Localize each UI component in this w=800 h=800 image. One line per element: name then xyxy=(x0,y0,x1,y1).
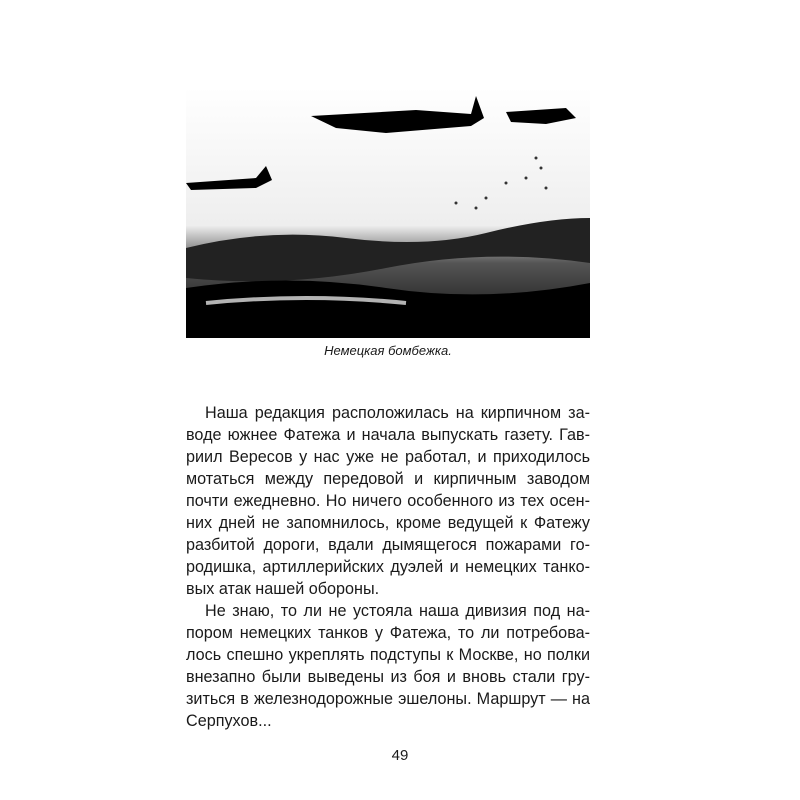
bombing-photo xyxy=(186,88,590,338)
text-line: почти ежедневно. Но ничего особенного из тех осен- xyxy=(186,492,590,510)
body-text xyxy=(186,402,590,732)
text-line: Наша редакция расположилась на кирпичном за- xyxy=(205,404,590,422)
text-line: зиться в железнодорожные эшелоны. Маршрут — на xyxy=(186,690,590,708)
text-line: внезапно были выведены из боя и вновь стали гру- xyxy=(186,668,590,686)
paragraph-2 xyxy=(186,600,590,732)
text-line: Не знаю, то ли не устояла наша дивизия под на- xyxy=(205,602,590,620)
text-line: лось спешно укреплять подступы к Москве, но полки xyxy=(186,646,590,664)
text-line: риил Вересов у нас уже не работал, и приходилось xyxy=(186,448,590,466)
page-number: 49 xyxy=(391,747,409,764)
text-line: мотаться между передовой и кирпичным заводом xyxy=(186,470,590,488)
text-line: родишка, артиллерийских дуэлей и немецких танко- xyxy=(186,558,590,576)
figure-caption: Немецкая бомбежка. xyxy=(324,343,452,358)
text-line: Серпухов... xyxy=(186,712,272,730)
text-line: воде южнее Фатежа и начала выпускать газету. Гав- xyxy=(186,426,590,444)
text-line: них дней не запомнилось, кроме ведущей к Фатежу xyxy=(186,514,590,532)
text-line: пором немецких танков у Фатежа, то ли потребова- xyxy=(186,624,590,642)
text-line: вых атак нашей обороны. xyxy=(186,580,380,598)
paragraph-1 xyxy=(186,402,590,600)
text-line: разбитой дороги, вдали дымящегося пожарами го- xyxy=(186,536,590,554)
